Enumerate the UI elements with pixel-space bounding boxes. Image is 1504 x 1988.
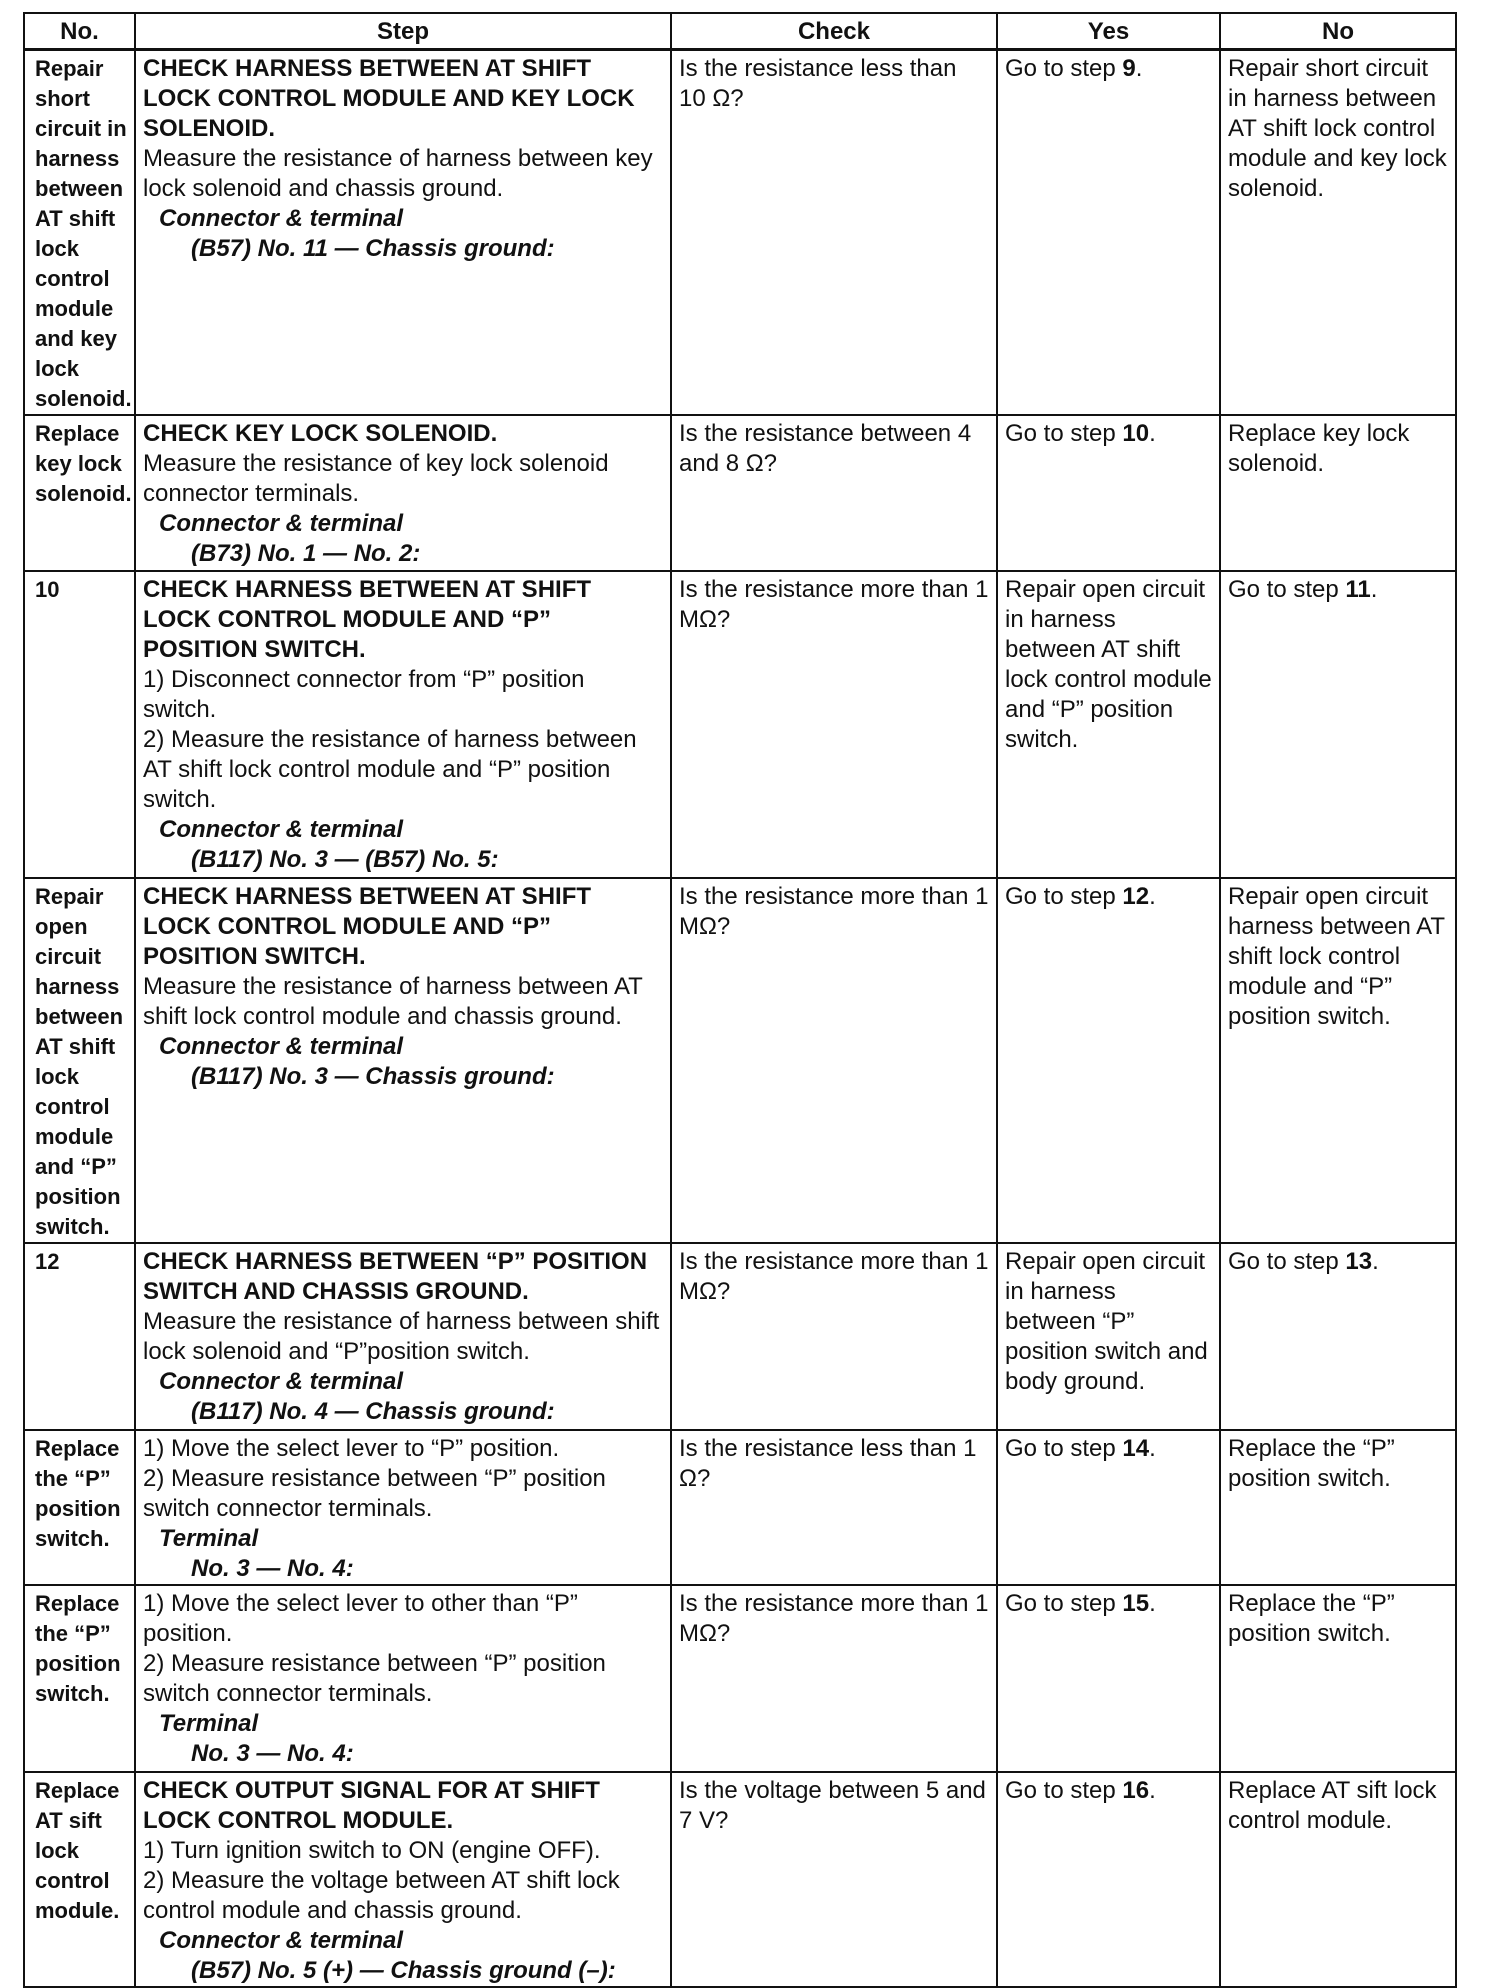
no-suffix: . [1370, 576, 1378, 603]
step-instruction: Measure the resistance of harness between shift lock solenoid and “P”position switch. [143, 1308, 660, 1365]
header-no: No. [24, 13, 135, 50]
step-heading: CHECK HARNESS BETWEEN AT SHIFT LOCK CONTROL MODULE AND “P” POSITION SWITCH. [143, 576, 592, 663]
table-row [24, 415, 1456, 571]
connector-label: Connector & terminal [159, 1368, 404, 1395]
step-instruction: 1) Turn ignition switch to ON (engine OFF). [143, 1837, 601, 1864]
yes-step-ref: 14 [1122, 1435, 1150, 1462]
connector-label: Connector & terminal [159, 1927, 404, 1954]
table-row [24, 1430, 1456, 1585]
yes-text: Go to step [1005, 1590, 1123, 1617]
no-step-ref: 11 [1345, 576, 1371, 603]
yes-cell [997, 50, 1220, 416]
step-instruction: 2) Measure resistance between “P” position switch connector terminals. [143, 1650, 606, 1707]
terminal-spec: (B117) No. 3 — Chassis ground: [191, 1063, 555, 1090]
connector-label: Connector & terminal [159, 205, 404, 232]
yes-step-ref: 9 [1122, 55, 1136, 82]
yes-suffix: . [1149, 1590, 1156, 1617]
yes-suffix: . [1149, 420, 1156, 447]
step-instruction: Measure the resistance of key lock solenoid connector terminals. [143, 450, 609, 507]
step-cell [135, 571, 671, 878]
step-instruction: 1) Disconnect connector from “P” position switch. [143, 666, 585, 723]
step-cell [135, 1243, 671, 1430]
connector-label: Connector & terminal [159, 1033, 404, 1060]
terminal-spec: (B57) No. 11 — Chassis ground: [191, 235, 555, 262]
terminal-spec: (B73) No. 1 — No. 2: [191, 540, 421, 567]
no-cell: Replace the “P” position switch. [1220, 1430, 1456, 1585]
step-cell [135, 1585, 671, 1772]
step-cell [135, 1772, 671, 1987]
terminal-spec: (B117) No. 3 — (B57) No. 5: [191, 846, 499, 873]
step-instruction: 1) Move the select lever to “P” position. [143, 1435, 560, 1462]
terminal-spec: (B117) No. 4 — Chassis ground: [191, 1398, 555, 1425]
step-number: Repair open circuit harness between AT shift lock control module and “P” position switch. [24, 878, 135, 1243]
yes-cell [997, 1772, 1220, 1987]
check-cell: Is the resistance more than 1 MΩ? [671, 571, 997, 878]
check-cell: Is the resistance less than 10 Ω? [671, 50, 997, 416]
step-instruction: Measure the resistance of harness between key lock solenoid and chassis ground. [143, 145, 653, 202]
yes-step-ref: 12 [1122, 883, 1150, 910]
yes-cell [997, 415, 1220, 571]
table-row [24, 50, 1456, 416]
step-number: 10 [24, 571, 135, 878]
no-cell [1220, 571, 1456, 878]
table-row [24, 1243, 1456, 1430]
yes-step-ref: 15 [1122, 1590, 1150, 1617]
step-heading: CHECK HARNESS BETWEEN “P” POSITION SWITCH AND CHASSIS GROUND. [143, 1248, 648, 1305]
step-instruction: Measure the resistance of harness between AT shift lock control module and chassis ground. [143, 973, 643, 1030]
connector-label: Connector & terminal [159, 816, 404, 843]
header-step: Step [135, 13, 671, 50]
yes-step-ref: 10 [1122, 420, 1150, 447]
yes-text: Go to step [1005, 1777, 1123, 1804]
table-row [24, 1585, 1456, 1772]
step-instruction: 2) Measure resistance between “P” position switch connector terminals. [143, 1465, 606, 1522]
check-cell: Is the resistance more than 1 MΩ? [671, 1585, 997, 1772]
check-cell: Is the resistance more than 1 MΩ? [671, 878, 997, 1243]
step-instruction: 1) Move the select lever to other than “P” position. [143, 1590, 578, 1647]
no-cell [1220, 1243, 1456, 1430]
yes-suffix: . [1149, 1777, 1156, 1804]
terminal-spec: No. 3 — No. 4: [191, 1740, 354, 1767]
step-heading: CHECK KEY LOCK SOLENOID. [143, 420, 498, 447]
step-instruction: 2) Measure the voltage between AT shift lock control module and chassis ground. [143, 1867, 620, 1924]
check-cell: Is the voltage between 5 and 7 V? [671, 1772, 997, 1987]
connector-label: Terminal [159, 1710, 259, 1737]
check-cell: Is the resistance between 4 and 8 Ω? [671, 415, 997, 571]
yes-cell [997, 878, 1220, 1243]
step-heading: CHECK OUTPUT SIGNAL FOR AT SHIFT LOCK CONTROL MODULE. [143, 1777, 600, 1834]
no-suffix: . [1372, 1248, 1379, 1275]
yes-step-ref: 16 [1122, 1777, 1150, 1804]
no-text: Go to step [1228, 1248, 1346, 1275]
table-row [24, 1772, 1456, 1987]
step-cell [135, 878, 671, 1243]
terminal-spec: (B57) No. 5 (+) — Chassis ground (–): [191, 1957, 616, 1984]
step-heading: CHECK HARNESS BETWEEN AT SHIFT LOCK CONTROL MODULE AND KEY LOCK SOLENOID. [143, 55, 635, 142]
check-cell: Is the resistance less than 1 Ω? [671, 1430, 997, 1585]
yes-suffix: . [1149, 883, 1156, 910]
connector-label: Connector & terminal [159, 510, 404, 537]
check-cell: Is the resistance more than 1 MΩ? [671, 1243, 997, 1430]
yes-text: Go to step [1005, 420, 1123, 447]
yes-suffix: . [1149, 1435, 1156, 1462]
step-number: Replace the “P” position switch. [24, 1430, 135, 1585]
no-cell: Repair open circuit harness between AT shift lock control module and “P” position switch. [1220, 878, 1456, 1243]
step-cell [135, 50, 671, 416]
header-no-result: No [1220, 13, 1456, 50]
step-number: Replace AT sift lock control module. [24, 1772, 135, 1987]
no-cell: Replace the “P” position switch. [1220, 1585, 1456, 1772]
no-cell: Repair short circuit in harness between AT shift lock control module and key lock solenoid. [1220, 50, 1456, 416]
yes-text: Go to step [1005, 1435, 1123, 1462]
step-number: Replace the “P” position switch. [24, 1585, 135, 1772]
no-text: Go to step [1228, 576, 1346, 603]
yes-cell: Repair open circuit in harness between AT shift lock control module and “P” position switch. [997, 571, 1220, 878]
yes-suffix: . [1135, 55, 1143, 82]
table-body [24, 50, 1456, 1988]
yes-text: Go to step [1005, 883, 1123, 910]
connector-label: Terminal [159, 1525, 259, 1552]
yes-text: Go to step [1005, 55, 1123, 82]
diagnostic-table [23, 12, 1457, 1988]
step-cell [135, 415, 671, 571]
table-header-row [24, 13, 1456, 50]
step-cell [135, 1430, 671, 1585]
terminal-spec: No. 3 — No. 4: [191, 1555, 354, 1582]
yes-cell [997, 1585, 1220, 1772]
header-check: Check [671, 13, 997, 50]
no-cell: Replace key lock solenoid. [1220, 415, 1456, 571]
yes-cell: Repair open circuit in harness between “P” position switch and body ground. [997, 1243, 1220, 1430]
no-step-ref: 13 [1345, 1248, 1373, 1275]
yes-cell [997, 1430, 1220, 1585]
no-cell: Replace AT sift lock control module. [1220, 1772, 1456, 1987]
step-number: 12 [24, 1243, 135, 1430]
step-number: Replace key lock solenoid. [24, 415, 135, 571]
step-instruction: 2) Measure the resistance of harness between AT shift lock control module and “P” position switch. [143, 726, 637, 813]
table-row [24, 878, 1456, 1243]
header-yes: Yes [997, 13, 1220, 50]
step-heading: CHECK HARNESS BETWEEN AT SHIFT LOCK CONTROL MODULE AND “P” POSITION SWITCH. [143, 883, 592, 970]
step-number: Repair short circuit in harness between AT shift lock control module and key lock solenoid. [24, 50, 135, 416]
table-row [24, 571, 1456, 878]
